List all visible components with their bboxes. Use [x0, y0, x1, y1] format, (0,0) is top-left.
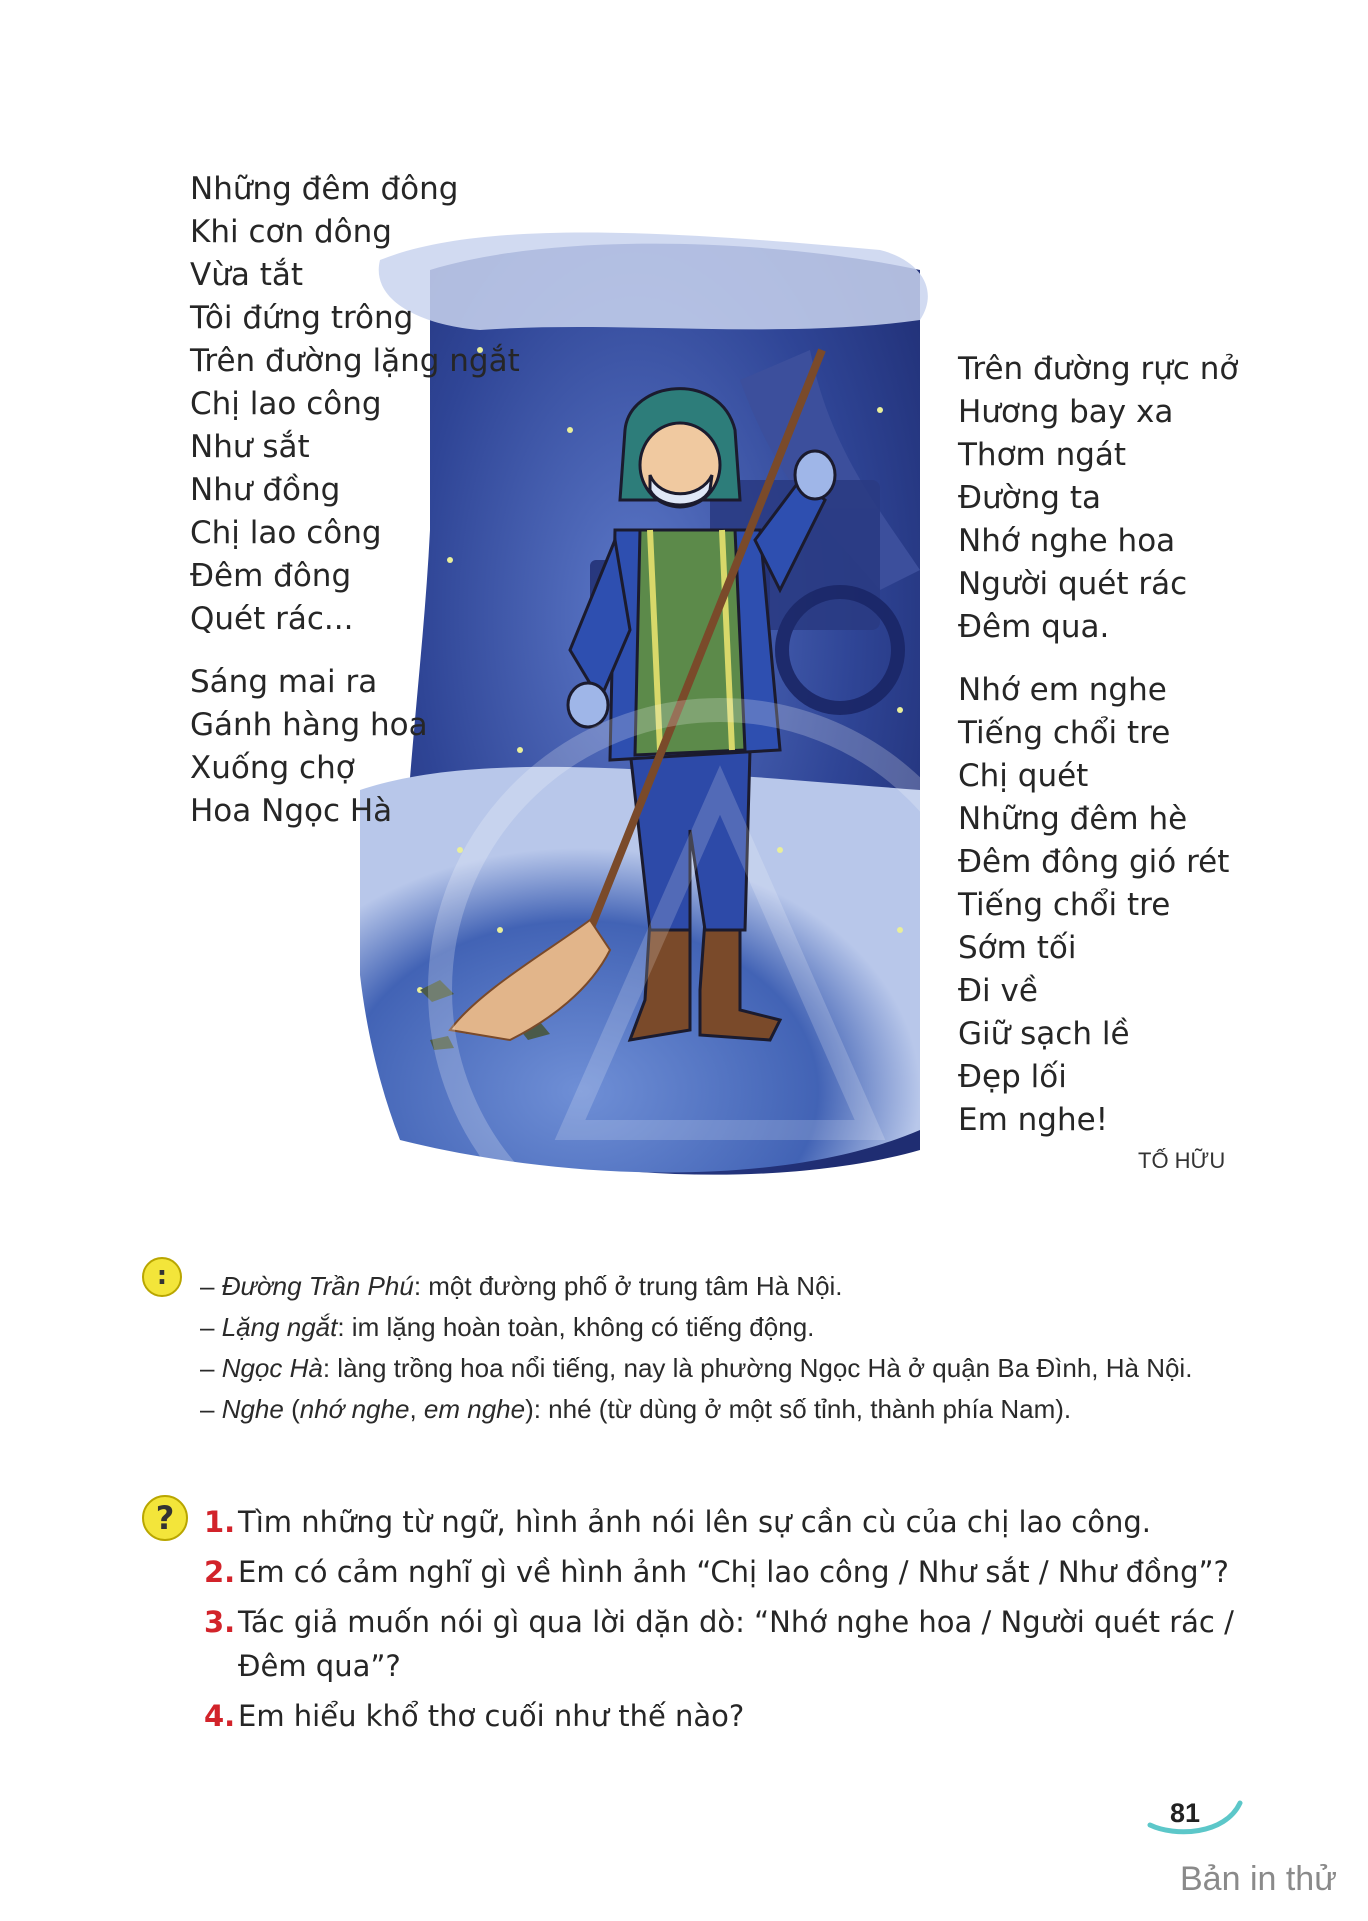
poem-line: Đi về: [958, 973, 1038, 1009]
poem-line: Tôi đứng trông: [190, 300, 414, 336]
poem-line: Sớm tối: [958, 930, 1077, 966]
poem-line: Gánh hàng hoa: [190, 707, 428, 743]
poem-line: Tiếng chổi tre: [958, 887, 1171, 923]
page-number: 81: [1170, 1798, 1201, 1828]
poem-right-column: [958, 348, 1238, 1142]
poem-line: Sáng mai ra: [190, 664, 378, 700]
poem-line: Em nghe!: [958, 1102, 1109, 1138]
poem-line: Đêm đông gió rét: [958, 844, 1230, 880]
glossary-item: [200, 1266, 1240, 1307]
poem-line: Chị lao công: [190, 515, 382, 551]
poem-line: Xuống chợ: [190, 750, 355, 786]
glossary: [200, 1266, 1240, 1430]
dash: –: [200, 1353, 222, 1383]
poem-line: Nhớ nghe hoa: [958, 523, 1176, 559]
glossary-definition: : làng trồng hoa nổi tiếng, nay là phường Ngọc Hà ở quận Ba Đình, Hà Nội.: [322, 1353, 1193, 1383]
glossary-term: nhớ nghe: [299, 1394, 410, 1424]
poem-line: Trên đường lặng ngắt: [190, 343, 520, 379]
poem-line: Những đêm đông: [190, 171, 459, 207]
question-icon: ?: [142, 1495, 188, 1541]
poem-line: Vừa tắt: [190, 257, 304, 293]
glossary-definition: : một đường phố ở trung tâm Hà Nội.: [413, 1271, 843, 1301]
question-number: 1.: [204, 1505, 236, 1539]
question-text: Tìm những từ ngữ, hình ảnh nói lên sự cần cù của chị lao công.: [238, 1505, 1151, 1539]
glossary-item: [200, 1389, 1240, 1430]
glossary-term: em nghe: [423, 1394, 526, 1424]
poem-line: Trên đường rực nở: [958, 351, 1239, 387]
poem-line: Thơm ngát: [958, 437, 1127, 473]
punctuation: (: [283, 1394, 300, 1424]
poem-line: Quét rác...: [190, 601, 354, 637]
poem-line: Giữ sạch lề: [958, 1016, 1130, 1052]
punctuation: ,: [409, 1394, 424, 1424]
draft-label: Bản in thử: [1180, 1860, 1337, 1898]
glossary-term: Ngọc Hà: [221, 1353, 323, 1383]
note-icon: :: [142, 1257, 182, 1297]
dash: –: [200, 1394, 222, 1424]
question-item: [204, 1550, 1234, 1594]
poem-line: Đường ta: [958, 480, 1101, 516]
question-text: Em hiểu khổ thơ cuối như thế nào?: [238, 1699, 745, 1733]
poem-line: Nhớ em nghe: [958, 672, 1167, 708]
poem-line: Đêm đông: [190, 558, 352, 594]
poem-author: TỐ HỮU: [1138, 1148, 1226, 1173]
poem-line: Người quét rác: [958, 566, 1188, 602]
glossary-definition: ): nhé (từ dùng ở một số tỉnh, thành phía Nam).: [525, 1394, 1072, 1424]
question-item: [204, 1500, 1234, 1544]
poem-line: Chị lao công: [190, 386, 382, 422]
glossary-term: Đường Trần Phú: [221, 1271, 414, 1301]
glossary-item: [200, 1307, 1240, 1348]
question-list: [204, 1500, 1234, 1744]
question-text-continued: Đêm qua”?: [238, 1649, 401, 1683]
poem-line: Hoa Ngọc Hà: [190, 793, 393, 829]
glossary-definition: : im lặng hoàn toàn, không có tiếng động.: [337, 1312, 815, 1342]
glossary-term: Nghe: [221, 1394, 284, 1424]
poem-line: Như sắt: [190, 429, 310, 465]
question-item: [204, 1694, 1234, 1738]
question-number: 4.: [204, 1699, 236, 1733]
question-text: Tác giả muốn nói gì qua lời dặn dò: “Nhớ nghe hoa / Người quét rác /: [238, 1605, 1234, 1639]
question-item: [204, 1600, 1234, 1688]
poem-line: Những đêm hè: [958, 801, 1188, 837]
poem-line: Hương bay xa: [958, 394, 1174, 430]
poem-line: Tiếng chổi tre: [958, 715, 1171, 751]
poem-line: Đẹp lối: [958, 1059, 1067, 1095]
question-text: Em có cảm nghĩ gì về hình ảnh “Chị lao công / Như sắt / Như đồng”?: [238, 1555, 1229, 1589]
dash: –: [200, 1271, 222, 1301]
question-number: 3.: [204, 1605, 236, 1639]
glossary-term: Lặng ngắt: [221, 1312, 338, 1342]
poem-line: Khi cơn dông: [190, 214, 392, 250]
poem-left-column: [190, 168, 520, 833]
poem-line: Chị quét: [958, 758, 1089, 794]
dash: –: [200, 1312, 222, 1342]
poem-line: Đêm qua.: [958, 609, 1110, 645]
poem-line: Như đồng: [190, 472, 341, 508]
question-number: 2.: [204, 1555, 236, 1589]
glossary-item: [200, 1348, 1240, 1389]
